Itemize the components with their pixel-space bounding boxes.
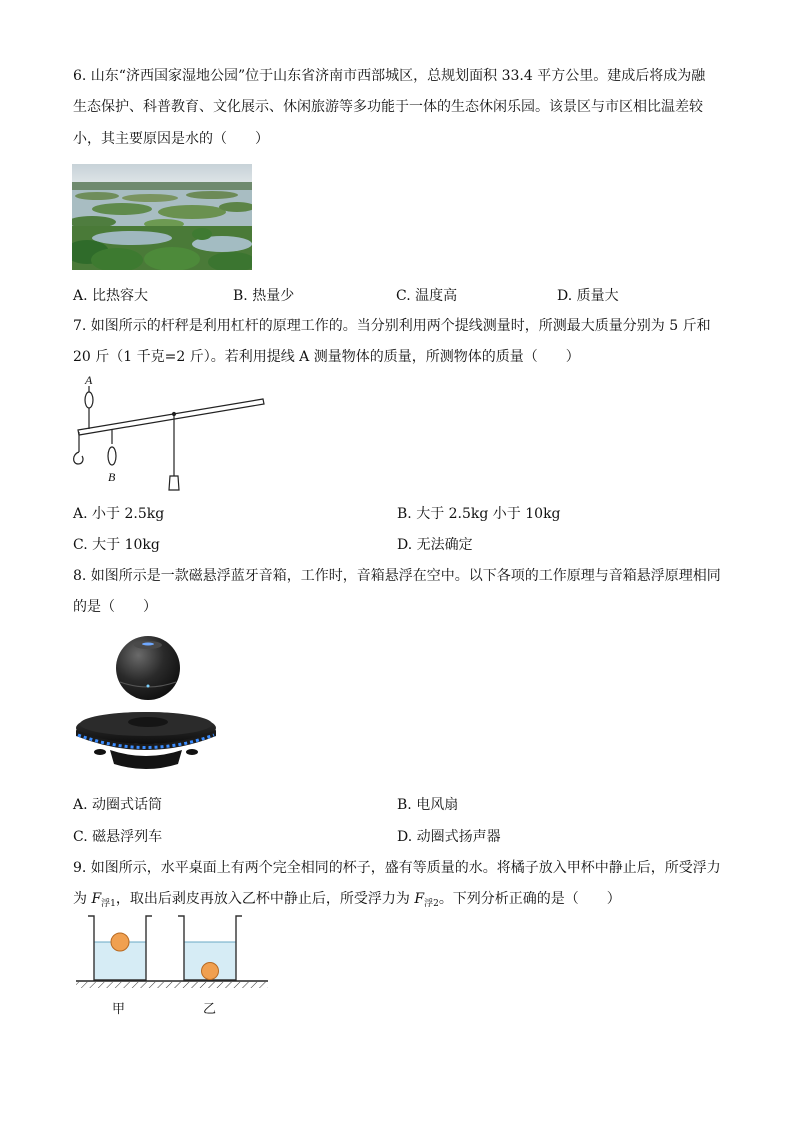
- q8-option-c: C. 磁悬浮列车: [73, 829, 163, 845]
- q9-text-b: ，取出后剥皮再放入乙杯中静止后，所受浮力为: [115, 891, 415, 907]
- q9-text-a: 为: [73, 891, 92, 907]
- q8-option-b: B. 电风扇: [397, 797, 459, 813]
- q6-option-d: D. 质量大: [557, 288, 619, 304]
- buoyancy-subscript-2: 浮2: [424, 899, 439, 909]
- q7-option-c: C. 大于 10kg: [73, 537, 160, 553]
- steelyard-diagram: [70, 372, 270, 496]
- q7-line-2: 20 斤（1 千克=2 斤）。若利用提线 A 测量物体的质量，所测物体的质量（ ）: [73, 349, 580, 365]
- buoyancy-symbol-1: F: [91, 891, 102, 907]
- wetland-photo: [72, 164, 252, 270]
- label-b: B: [108, 470, 116, 484]
- q8-line-2: 的是（ ）: [73, 599, 157, 615]
- cup-label-jia: 甲: [112, 1002, 126, 1017]
- q6-option-a: A. 比热容大: [73, 288, 149, 304]
- q8-line-1: 8. 如图所示是一款磁悬浮蓝牙音箱，工作时，音箱悬浮在空中。以下各项的工作原理与音箱悬浮原理相同: [73, 568, 721, 584]
- cups-diagram: [72, 912, 272, 1022]
- q9-line-1: 9. 如图所示，水平桌面上有两个完全相同的杯子，盛有等质量的水。将橘子放入甲杯中静止后，所受浮力: [73, 860, 721, 876]
- q8-option-d: D. 动圈式扬声器: [397, 829, 501, 845]
- q7-option-b: B. 大于 2.5kg 小于 10kg: [397, 506, 561, 522]
- q6-line-1: 6. 山东“济西国家湿地公园”位于山东省济南市西部城区，总规划面积 33.4 平方公里。建成后将成为融: [73, 68, 706, 84]
- q7-option-d: D. 无法确定: [397, 537, 473, 553]
- q6-option-c: C. 温度高: [396, 288, 458, 304]
- q9-line-2: [73, 889, 621, 914]
- q6-option-b: B. 热量少: [233, 288, 295, 304]
- q9-text-c: 。下列分析正确的是（ ）: [438, 891, 621, 907]
- q6-line-2: 生态保护、科普教育、文化展示、休闲旅游等多功能于一体的生态休闲乐园。该景区与市区相比温差较: [73, 99, 703, 115]
- buoyancy-symbol-2: F: [414, 891, 425, 907]
- q8-option-a: A. 动圈式话筒: [73, 797, 163, 813]
- maglev-speaker-photo: [70, 632, 224, 774]
- q7-option-a: A. 小于 2.5kg: [73, 506, 165, 522]
- cup-label-yi: 乙: [203, 1002, 217, 1017]
- buoyancy-subscript-1: 浮1: [101, 899, 116, 909]
- label-a: A: [85, 373, 93, 387]
- q7-line-1: 7. 如图所示的杆秤是利用杠杆的原理工作的。当分别利用两个提线测量时，所测最大质量分别为 5 斤和: [73, 318, 711, 334]
- q6-line-3: 小，其主要原因是水的（ ）: [73, 131, 269, 147]
